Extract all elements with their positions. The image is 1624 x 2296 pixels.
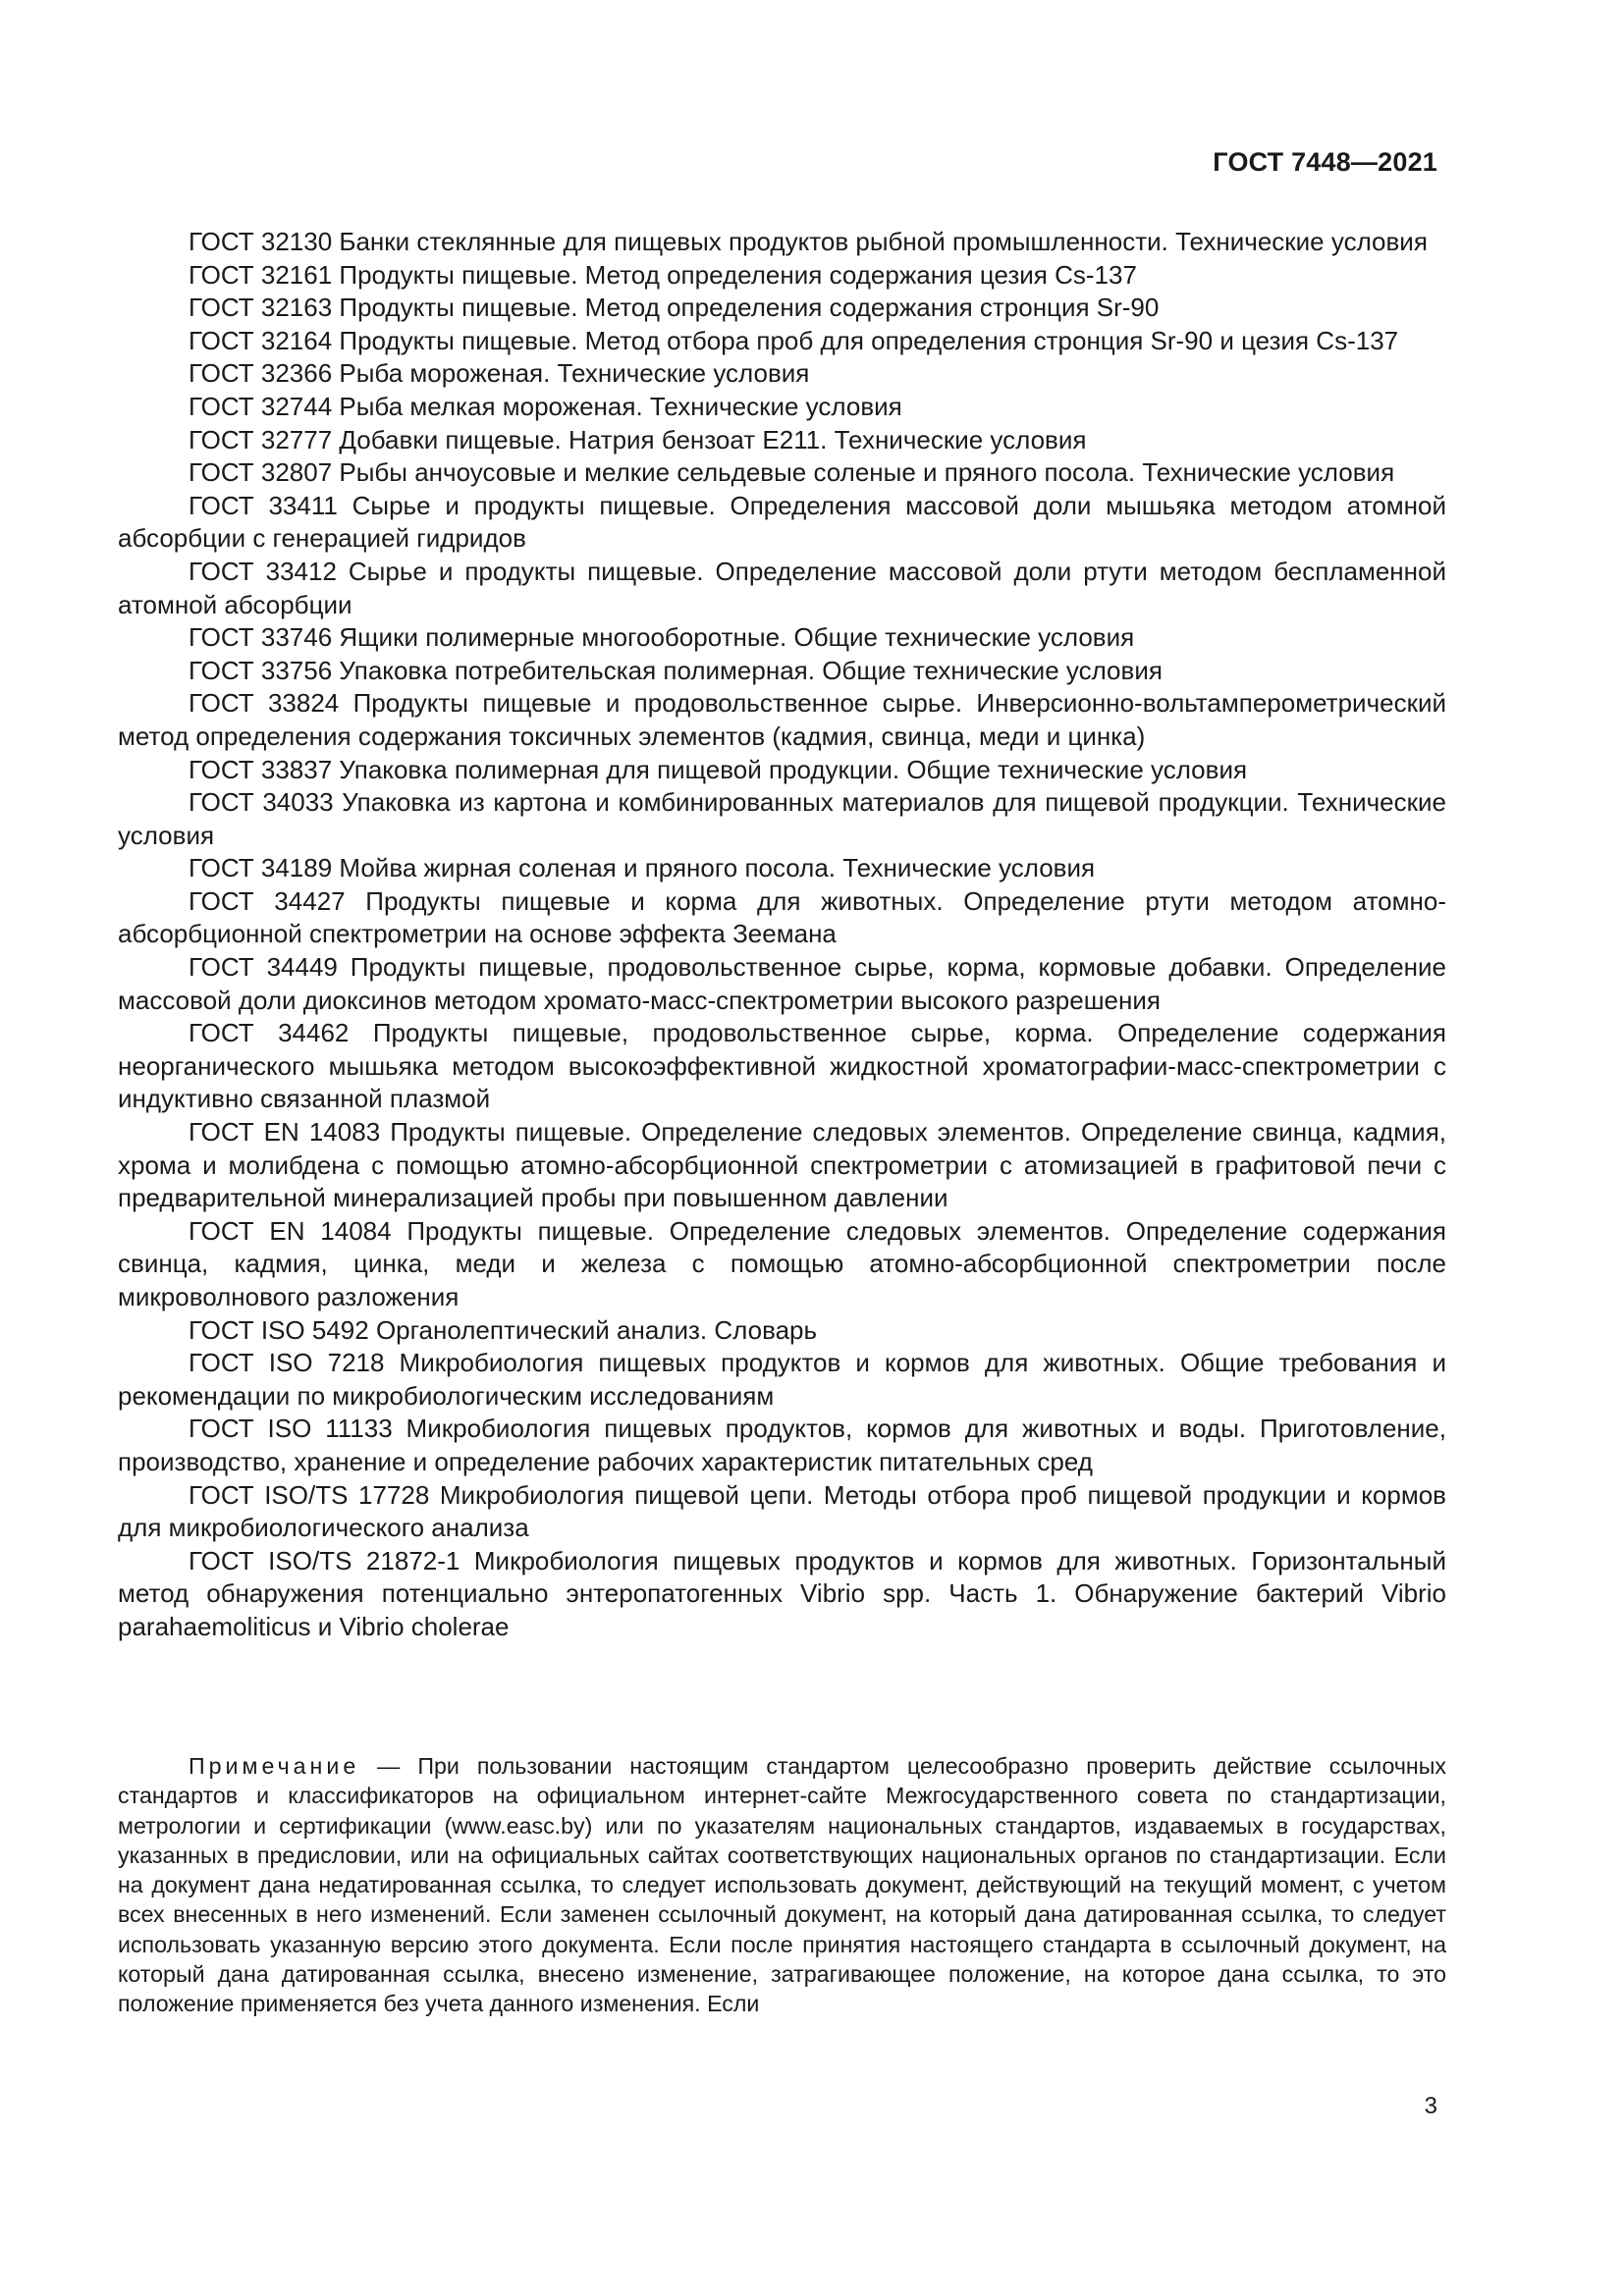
reference-item: ГОСТ 32130 Банки стеклянные для пищевых продуктов рыбной промышленности. Технические условия [189,227,1428,256]
reference-item: ГОСТ 33411 Сырье и продукты пищевые. Определения массовой доли мышьяка методом атомной абсорбции с генерацией гидридов [118,490,1446,554]
reference-item: ГОСТ 33837 Упаковка полимерная для пищевой продукции. Общие технические условия [189,754,1248,784]
page-number: 3 [1424,2093,1437,2119]
reference-item: ГОСТ 34462 Продукты пищевые, продовольственное сырье, корма. Определение содержания неорганического мышьяка методом высокоэффективной жидкостной хроматографии-масс-спектрометрии с индуктивно связанной плазмой [118,1018,1446,1114]
note-paragraph [118,1751,1446,2019]
document-header-id: ГОСТ 7448—2021 [1213,147,1437,177]
reference-item: ГОСТ 32744 Рыба мелкая мороженая. Технические условия [189,391,902,421]
reference-item: ГОСТ 32807 Рыбы анчоусовые и мелкие сельдевые соленые и пряного посола. Технические условия [189,457,1395,488]
reference-item: ГОСТ 33746 Ящики полимерные многооборотные. Общие технические условия [189,622,1135,653]
reference-item: ГОСТ 32777 Добавки пищевые. Натрия бензоат E211. Технические условия [189,424,1087,454]
reference-item: ГОСТ 33824 Продукты пищевые и продовольственное сырье. Инверсионно-вольтамперометрический метод определения содержания токсичных элементов (кадмия, свинца, меди и цинка) [118,688,1446,751]
note-text: — При пользовании настоящим стандартом целесообразно проверить действие ссылочных стандартов и классификаторов на официальном интернет-сайте Межгосударственного совета по стандартизации, метрологии и сертификации (www.easc.by) или по указателям национальных стандартов, издаваемых в государствах, указанных в предисловии, или на официальных сайтах соответствующих национальных органов по стандартизации. Если на документ дана недатированная ссылка, то следует использовать документ, действующий на текущий момент, с учетом всех внесенных в него изменений. Если заменен ссылочный документ, на который дана датированная ссылка, то следует использовать указанную версию этого документа. Если после принятия настоящего стандарта в ссылочный документ, на который дана датированная ссылка, внесено изменение, затрагивающее положение, на которое дана ссылка, то это положение применяется без учета данного изменения. Если [118,1753,1446,2017]
reference-item: ГОСТ 32161 Продукты пищевые. Метод определения содержания цезия Cs-137 [189,259,1137,290]
reference-item: ГОСТ 34033 Упаковка из картона и комбинированных материалов для пищевой продукции. Технические условия [118,787,1446,850]
reference-item: ГОСТ EN 14083 Продукты пищевые. Определение следовых элементов. Определение свинца, кадмия, хрома и молибдена с помощью атомно-абсорбционной спектрометрии с атомизацией в графитовой печи с предварительной минерализацией пробы при повышенном давлении [118,1117,1446,1213]
reference-item: ГОСТ ISO/TS 17728 Микробиология пищевой цепи. Методы отбора проб пищевой продукции и кормов для микробиологического анализа [118,1479,1446,1543]
reference-item: ГОСТ 32366 Рыба мороженая. Технические условия [189,358,810,389]
reference-item: ГОСТ 34189 Мойва жирная соленая и пряного посола. Технические условия [189,853,1096,883]
reference-item: ГОСТ 34449 Продукты пищевые, продовольственное сырье, корма, кормовые добавки. Определение массовой доли диоксинов методом хромато-масс-спектрометрии высокого разрешения [118,952,1446,1015]
reference-item: ГОСТ ISO 5492 Органолептический анализ. Словарь [189,1314,818,1345]
reference-item: ГОСТ ISO 11133 Микробиология пищевых продуктов, кормов для животных и воды. Приготовление, производство, хранение и определение рабочих характеристик питательных сред [118,1414,1446,1476]
reference-item: ГОСТ 34427 Продукты пищевые и корма для животных. Определение ртути методом атомно-абсорбционной спектрометрии на основе эффекта Зеемана [118,885,1446,949]
reference-item: ГОСТ ISO 7218 Микробиология пищевых продуктов и кормов для животных. Общие требования и рекомендации по микробиологическим исследованиям [118,1348,1446,1411]
reference-item: ГОСТ ISO/TS 21872-1 Микробиология пищевых продуктов и кормов для животных. Горизонтальный метод обнаружения потенциально энтеропатогенных Vibrio spp. Часть 1. Обнаружение бактерий Vibrio parahaemoliticus и Vibrio cholerae [118,1545,1446,1641]
reference-item: ГОСТ 33756 Упаковка потребительская полимерная. Общие технические условия [189,655,1163,685]
reference-item: ГОСТ 32163 Продукты пищевые. Метод определения содержания стронция Sr-90 [189,293,1160,323]
reference-item: ГОСТ 33412 Сырье и продукты пищевые. Определение массовой доли ртути методом беспламенной атомной абсорбции [118,556,1446,619]
normative-references-list [118,226,1446,1644]
reference-item: ГОСТ EN 14084 Продукты пищевые. Определение следовых элементов. Определение содержания свинца, кадмия, цинка, меди и железа с помощью атомно-абсорбционной спектрометрии после микроволнового разложения [118,1215,1446,1311]
note-label: Примечание [189,1753,360,1779]
reference-item: ГОСТ 32164 Продукты пищевые. Метод отбора проб для определения стронция Sr-90 и цезия Cs-137 [189,325,1399,355]
